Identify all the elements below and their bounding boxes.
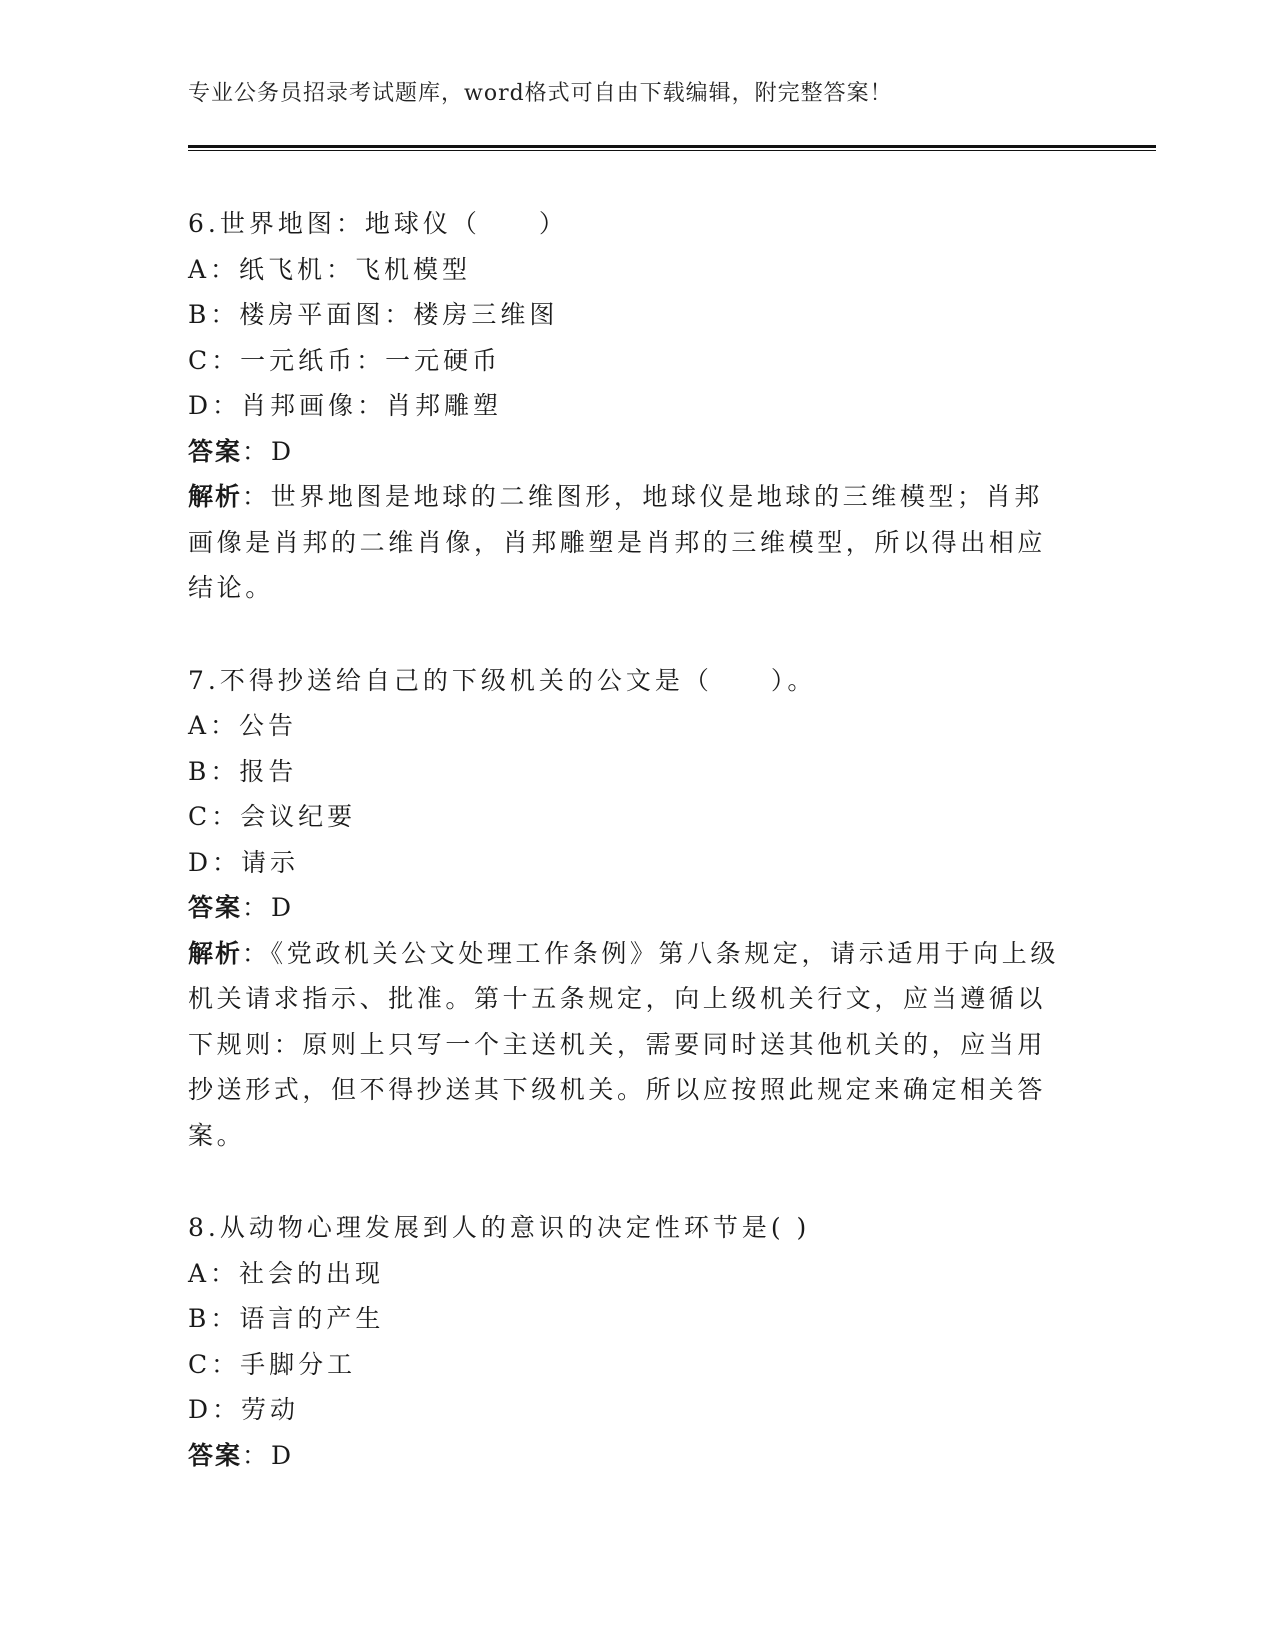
question-7 — [188, 658, 1068, 1159]
answer-label: 答案 — [188, 893, 243, 922]
option-a: A：公告 — [188, 711, 298, 740]
analysis-paragraph — [188, 931, 1068, 1159]
answer-value: ：D — [242, 1440, 296, 1470]
question-list — [188, 201, 1068, 1525]
analysis-label: 解析 — [188, 482, 243, 511]
analysis-text: ：世界地图是地球的二维图形，地球仪是地球的三维模型；肖邦画像是肖邦的二维肖像，肖邦雕塑是肖邦的三维模型，所以得出相应结论。 — [188, 482, 1047, 602]
option-c: C：会议纪要 — [188, 802, 357, 831]
option-a: A：社会的出现 — [188, 1258, 385, 1288]
option-b: B：报告 — [188, 756, 298, 786]
answer-label: 答案 — [188, 436, 243, 466]
option-c: C：一元纸币：一元硬币 — [188, 345, 502, 375]
answer-value: ：D — [242, 436, 296, 466]
analysis-label: 解析 — [188, 938, 243, 968]
option-b: B：语言的产生 — [188, 1304, 385, 1333]
answer-line — [188, 885, 1068, 931]
header-divider — [188, 145, 1156, 151]
answer-value: ：D — [242, 893, 296, 922]
page-header: 专业公务员招录考试题库，word格式可自由下载编辑，附完整答案！ — [188, 81, 893, 106]
question-stem: 8.从动物心理发展到人的意识的决定性环节是( ) — [188, 1213, 811, 1242]
option-b: B：楼房平面图：楼房三维图 — [188, 300, 559, 329]
analysis-paragraph — [188, 474, 1068, 611]
question-stem: 7.不得抄送给自己的下级机关的公文是（ ）。 — [188, 665, 817, 695]
question-8 — [188, 1205, 1068, 1478]
question-6 — [188, 201, 1068, 611]
option-d: D：劳动 — [188, 1395, 300, 1424]
option-a: A：纸飞机：飞机模型 — [188, 254, 472, 284]
answer-label: 答案 — [188, 1440, 243, 1470]
option-d: D：请示 — [188, 847, 300, 877]
answer-line — [188, 429, 1068, 475]
option-d: D：肖邦画像：肖邦雕塑 — [188, 391, 503, 420]
answer-line — [188, 1433, 1068, 1479]
analysis-text: ：《党政机关公文处理工作条例》第八条规定，请示适用于向上级机关请求指示、批准。第十五条规定，向上级机关行文，应当遵循以下规则：原则上只写一个主送机关，需要同时送其他机关的，应当用抄送形式，但不得抄送其下级机关。所以应按照此规定来确定相关答案。 — [188, 938, 1059, 1150]
option-c: C：手脚分工 — [188, 1349, 357, 1379]
question-stem: 6.世界地图：地球仪（ ） — [188, 209, 568, 238]
